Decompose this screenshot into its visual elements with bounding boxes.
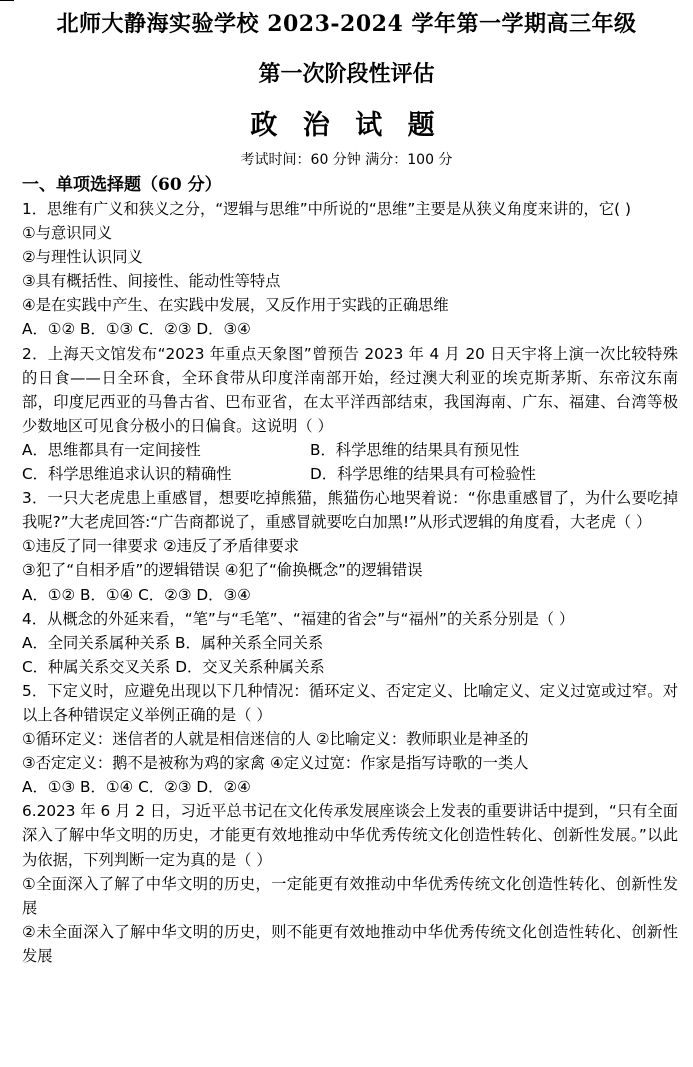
- option-item: ①全面深入了解了中华文明的历史，一定能更有效推动中华优秀传统文化创造性转化、创新性发展: [22, 874, 678, 917]
- section-title: 一、单项选择题（60 分）: [22, 175, 222, 195]
- question-stem: 2．上海天文馆发布“2023 年重点天象图”曾预告 2023 年 4 月 20 日天宇将上演一次比较特殊的日食——日全环食，全环食带从印度洋南部开始，经过澳大利亚的埃克斯茅斯、东帝汶东南部，印度尼西亚的马鲁古省、巴布亚省，在太平洋西部结束，我国海南、广东、福建、台湾等极少数地区可见食分极小的日偏食。这说明（ ）: [22, 344, 678, 435]
- question-stem: 3．一只大老虎患上重感冒，想要吃掉熊猫，熊猫伤心地哭着说：“你患重感冒了，为什么要吃掉我呢?”大老虎回答:“广告商都说了，重感冒就要吃白加黑!”从形式逻辑的角度看，大老虎（ ）: [22, 489, 678, 532]
- option-item: ②未全面深入了解中华文明的历史，则不能更有效地推动中华优秀传统文化创造性转化、创新性发展: [22, 922, 678, 965]
- option-item: ①循环定义：迷信者的人就是相信迷信的人 ②比喻定义：教师职业是神圣的: [22, 730, 529, 749]
- exam-info: 考试时间：60 分钟 满分：100 分: [240, 152, 453, 168]
- question-stem: 5．下定义时，应避免出现以下几种情况：循环定义、否定定义、比喻定义、定义过宽或过窄。对以上各种错误定义举例正确的是（ ）: [22, 681, 678, 724]
- question-stem: 6.2023 年 6 月 2 日，习近平总书记在文化传承发展座谈会上发表的重要讲话中提到，“只有全面深入了解中华文明的历史，才能更有效地推动中华优秀传统文化创造性转化、创新性发展。”以此为依据，下列判断一定为真的是（ ）: [22, 802, 678, 869]
- option-item: ①与意识同义: [22, 224, 113, 243]
- question-2: [22, 342, 678, 487]
- answer-choice: D．科学思维的结果具有可检验性: [310, 465, 536, 484]
- option-item: ③犯了“自相矛盾”的逻辑错误 ④犯了“偷换概念”的逻辑错误: [22, 561, 423, 580]
- answer-choice: B．科学思维的结果具有预见性: [310, 440, 520, 459]
- answer-row: [22, 462, 678, 486]
- answer-choices: A．①③ B．①④ C．②③ D．②④: [22, 778, 251, 797]
- question-list: [22, 197, 678, 968]
- question-4: [22, 607, 678, 679]
- question-5: [22, 679, 678, 799]
- answer-choices: A．①② B．①③ C．②③ D．③④: [22, 320, 251, 339]
- school-title: 北师大静海实验学校 2023-2024 学年第一学期高三年级: [56, 11, 637, 37]
- answer-choices: A．全同关系属种关系 B．属种关系全同关系: [22, 633, 324, 652]
- question-stem: 4．从概念的外延来看，“笔”与“毛笔”、“福建的省会”与“福州”的关系分别是（ ）: [22, 609, 575, 628]
- option-item: ③否定定义：鹅不是被称为鸡的家禽 ④定义过宽：作家是指写诗歌的一类人: [22, 754, 529, 773]
- answer-choice: C．科学思维追求认识的精确性: [22, 465, 232, 484]
- exam-name: 第一次阶段性评估: [258, 61, 435, 87]
- question-stem: 1．思维有广义和狭义之分，“逻辑与思维”中所说的“思维”主要是从狭义角度来讲的，它( ): [22, 200, 631, 218]
- subject-title: 政 治 试 题: [250, 110, 443, 141]
- answer-choices: C．种属关系交叉关系 D．交叉关系种属关系: [22, 657, 325, 676]
- corner-mark: [0, 0, 14, 1]
- question-1: [22, 197, 678, 342]
- option-item: ①违反了同一律要求 ②违反了矛盾律要求: [22, 537, 300, 556]
- answer-choices: A．①② B．①④ C．②③ D．③④: [22, 585, 251, 604]
- option-item: ③具有概括性、间接性、能动性等特点: [22, 272, 281, 291]
- question-6: [22, 799, 678, 968]
- question-3: [22, 486, 678, 606]
- answer-choice: A．思维都具有一定间接性: [22, 440, 201, 459]
- option-item: ④是在实践中产生、在实践中发展，又反作用于实践的正确思维: [22, 296, 449, 315]
- option-item: ②与理性认识同义: [22, 248, 143, 267]
- answer-row: [22, 438, 678, 462]
